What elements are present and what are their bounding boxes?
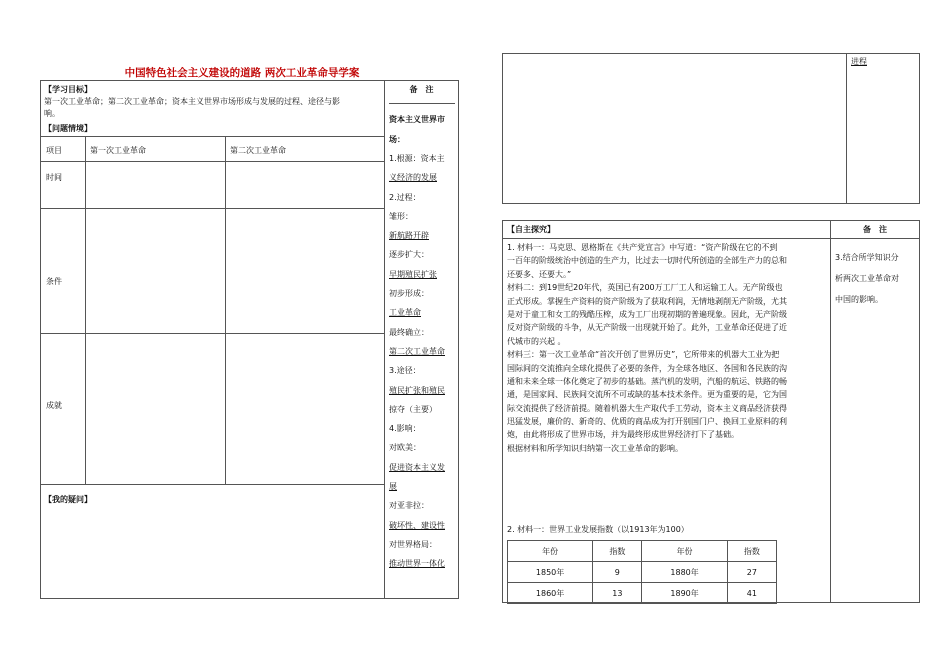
table-col-rule-2 bbox=[225, 136, 226, 484]
notes-header: 备 注 bbox=[409, 85, 434, 94]
note-item: 初步形成： bbox=[389, 289, 429, 299]
goal-text-line-2: 响。 bbox=[44, 109, 60, 118]
index-cell: 1890年 bbox=[642, 583, 727, 604]
note-item: 工业革命 bbox=[389, 308, 421, 318]
table-top-rule bbox=[40, 136, 384, 137]
explore-note-line: 析两次工业革命对 bbox=[835, 274, 899, 283]
notes-list bbox=[389, 153, 457, 578]
table-row-rule-2 bbox=[40, 208, 384, 209]
material-line: 反对资产阶级的斗争，从无产阶级一出现就开始了。此外，工业革命还促进了近 bbox=[507, 323, 787, 333]
table-row bbox=[508, 562, 777, 583]
explore-note-line: 3.结合所学知识分 bbox=[835, 253, 899, 262]
material-line: 国际间的交流推向全球化提供了必要的条件，为全球各地区、各国和各民族的沟 bbox=[507, 363, 787, 373]
notes-subtitle-line-2: 场： bbox=[389, 135, 405, 144]
index-cell: 9 bbox=[593, 562, 642, 583]
index-header-value-2: 指数 bbox=[727, 541, 776, 562]
note-item: 对欧美： bbox=[389, 443, 421, 453]
explore-notes-rule bbox=[830, 238, 920, 239]
situation-header: 【问题情境】 bbox=[44, 124, 92, 133]
note-item: 对世界格局： bbox=[389, 539, 437, 549]
material-line: 际交流提供了经济前提。随着机器大生产取代手工劳动，资本主义商品经济获得 bbox=[507, 403, 787, 413]
table-row-achievements: 成就 bbox=[46, 401, 62, 410]
note-item: 新航路开辟 bbox=[389, 231, 429, 241]
note-item: 1.根源：资本主 bbox=[389, 154, 445, 163]
explore-note-line: 中国的影响。 bbox=[835, 295, 883, 304]
material-line: 还要多、还要大。” bbox=[507, 269, 572, 279]
material-line: 根据材料和所学知识归纳第一次工业革命的影响。 bbox=[507, 443, 683, 453]
page-title: 中国特色社会主义建设的道路 两次工业革命导学案 bbox=[124, 67, 360, 79]
index-header-value-1: 指数 bbox=[593, 541, 642, 562]
explore-materials bbox=[507, 241, 829, 455]
explore-header: 【自主探究】 bbox=[507, 225, 555, 234]
table-row-rule-3 bbox=[40, 333, 384, 334]
note-item: 第二次工业革命 bbox=[389, 346, 445, 356]
table-header-first-revolution: 第一次工业革命 bbox=[90, 146, 146, 155]
note-item: 展 bbox=[389, 482, 397, 492]
notes-subtitle-line-1: 资本主义世界市 bbox=[389, 115, 445, 124]
note-item: 义经济的发展 bbox=[389, 173, 437, 183]
note-item: 推动世界一体化 bbox=[389, 559, 445, 569]
note-item: 掠夺（主要） bbox=[389, 404, 437, 414]
material-line: 炮，由此将形成了世界市场，并为最终形成世界经济打下了基础。 bbox=[507, 430, 739, 440]
material-line: 迅猛发展，廉价的、新奇的、优质的商品成为打开别国门户、换回工业原料的利 bbox=[507, 417, 787, 427]
note-item: 2.过程： bbox=[389, 192, 421, 202]
material-line: 材料三：第一次工业革命“首次开创了世界历史”，它所带来的机器大工业为把 bbox=[507, 350, 780, 360]
progress-note: 进程 bbox=[851, 57, 867, 66]
material-line: 是对于童工和女工的残酷压榨，成为工厂出现初期的普遍现象。因此，无产阶级 bbox=[507, 309, 787, 319]
index-header-year-1: 年份 bbox=[508, 541, 593, 562]
material-line: 通，是国家间、民族间交流所不可或缺的基本技术条件。更为重要的是，它为国 bbox=[507, 390, 787, 400]
note-item: 雏形： bbox=[389, 211, 413, 221]
note-item: 促进资本主义发 bbox=[389, 462, 445, 472]
material-line: 1. 材料一：马克思、恩格斯在《共产党宣言》中写道：“资产阶级在它的不到 bbox=[507, 243, 778, 252]
index-cell: 27 bbox=[727, 562, 776, 583]
index-cell: 1850年 bbox=[508, 562, 593, 583]
note-item: 殖民扩张和殖民 bbox=[389, 385, 445, 395]
note-item: 早期殖民扩张 bbox=[389, 269, 437, 279]
index-cell: 1860年 bbox=[508, 583, 593, 604]
note-item: 3.途径： bbox=[389, 366, 421, 376]
index-cell: 13 bbox=[593, 583, 642, 604]
explore-notes-header: 备 注 bbox=[863, 225, 887, 234]
table-row bbox=[508, 583, 777, 604]
note-item: 4.影响： bbox=[389, 424, 421, 434]
right-top-divider bbox=[846, 53, 847, 204]
table-header-second-revolution: 第二次工业革命 bbox=[230, 146, 286, 155]
table-bottom-rule bbox=[40, 484, 384, 485]
material-line: 正式形成。掌握生产资料的资产阶级为了获取利润，无情地剥削无产阶级，尤其 bbox=[507, 296, 787, 306]
notes-header-rule bbox=[389, 103, 455, 104]
table-header-item: 项目 bbox=[46, 146, 62, 155]
index-header-year-2: 年份 bbox=[642, 541, 727, 562]
table-row-rule-1 bbox=[40, 161, 384, 162]
note-item: 逐步扩大： bbox=[389, 250, 429, 260]
explore-divider bbox=[830, 220, 831, 603]
note-item: 最终确立： bbox=[389, 327, 429, 337]
index-cell: 1880年 bbox=[642, 562, 727, 583]
notes-divider bbox=[384, 80, 385, 599]
explore-header-rule bbox=[502, 238, 830, 239]
right-top-sheet bbox=[502, 53, 920, 204]
table-row-time: 时间 bbox=[46, 173, 62, 182]
industry-index-table bbox=[507, 540, 777, 604]
note-item: 破坏性、建设性 bbox=[389, 520, 445, 530]
questions-header: 【我的疑问】 bbox=[44, 495, 92, 504]
question-2-text: 2. 材料一：世界工业发展指数（以1913年为100） bbox=[507, 525, 689, 534]
note-item: 对亚非拉： bbox=[389, 501, 429, 511]
table-col-rule-1 bbox=[85, 136, 86, 484]
material-line: 通和未来全球一体化奠定了初步的基础。蒸汽机的发明，汽船的航运、铁路的畅 bbox=[507, 376, 787, 386]
table-row-conditions: 条件 bbox=[46, 277, 62, 286]
material-line: 一百年的阶级统治中创造的生产力，比过去一切时代所创造的全部生产力的总和 bbox=[507, 256, 787, 266]
index-cell: 41 bbox=[727, 583, 776, 604]
material-line: 材料二：到19世纪20年代，英国已有200万工厂工人和运输工人。无产阶级也 bbox=[507, 283, 783, 293]
table-row bbox=[508, 541, 777, 562]
goal-text-line-1: 第一次工业革命；第二次工业革命；资本主义世界市场形成与发展的过程、途径与影 bbox=[44, 97, 340, 106]
material-line: 代城市的兴起 。 bbox=[507, 336, 566, 346]
goal-header: 【学习目标】 bbox=[44, 85, 92, 94]
explore-notes bbox=[835, 252, 919, 315]
